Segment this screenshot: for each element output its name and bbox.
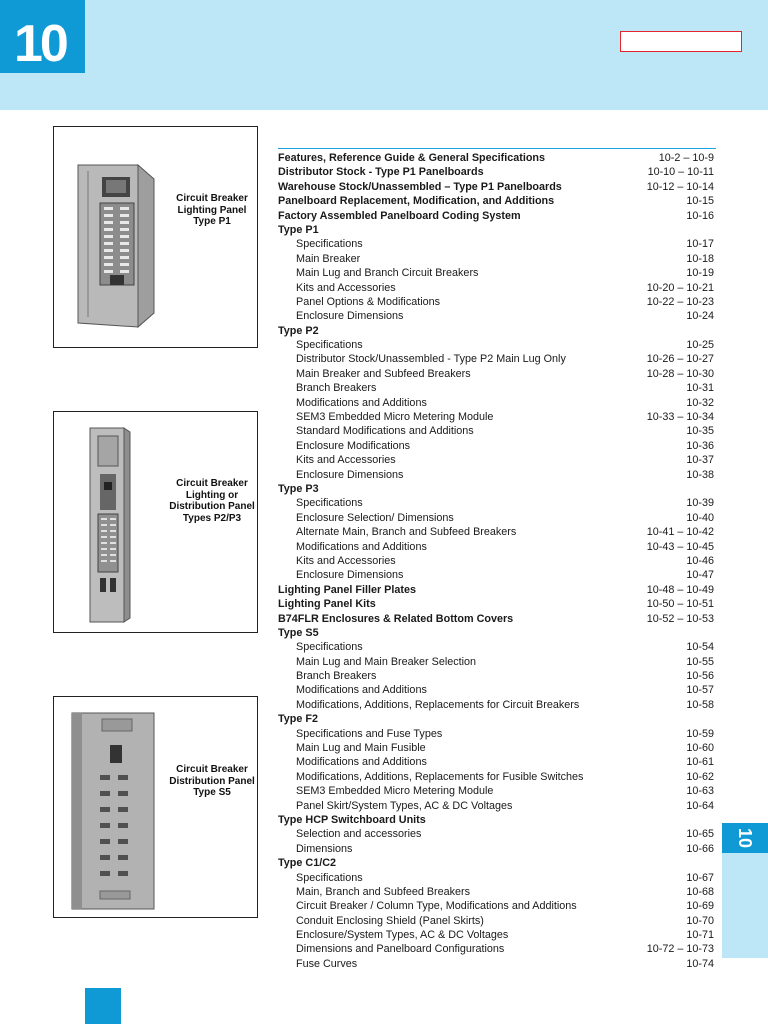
toc-entry-title: Main Lug and Main Fusible bbox=[296, 742, 426, 755]
toc-entry bbox=[278, 712, 716, 726]
toc-entry-pages: 10-69 bbox=[686, 900, 714, 913]
toc-entry-pages: 10-43 – 10-45 bbox=[646, 540, 714, 553]
toc-entry-pages: 10-67 bbox=[686, 871, 714, 884]
toc-entry bbox=[278, 223, 716, 237]
toc-entry-title: Enclosure/System Types, AC & DC Voltages bbox=[296, 929, 509, 942]
toc-entry-title: Dimensions bbox=[296, 842, 353, 855]
toc-entry-title: Enclosure Dimensions bbox=[296, 569, 404, 582]
toc-entry-title: Enclosure Dimensions bbox=[296, 310, 404, 323]
toc-entry-title: Panelboard Replacement, Modification, and Additions bbox=[278, 195, 555, 208]
toc-entry bbox=[278, 640, 716, 654]
toc-entry-pages: 10-32 bbox=[686, 396, 714, 409]
toc-entry bbox=[278, 410, 716, 424]
chapter-side-tab-number: 10 bbox=[735, 827, 755, 849]
toc-entry-pages: 10-62 bbox=[686, 770, 714, 783]
toc-entry bbox=[278, 885, 716, 899]
toc-entry-title: Circuit Breaker / Column Type, Modifications and Additions bbox=[296, 900, 577, 913]
toc-entry-pages: 10-65 bbox=[686, 828, 714, 841]
toc-entry-title: Type HCP Switchboard Units bbox=[278, 813, 426, 826]
toc-entry bbox=[278, 468, 716, 482]
toc-entry-title: Standard Modifications and Additions bbox=[296, 425, 474, 438]
panel-p1-illustration bbox=[54, 127, 257, 347]
toc-entry bbox=[278, 928, 716, 942]
toc-entry bbox=[278, 439, 716, 453]
toc-entry bbox=[278, 957, 716, 971]
toc-entry bbox=[278, 165, 716, 179]
toc-entry bbox=[278, 295, 716, 309]
toc-entry-pages: 10-57 bbox=[686, 684, 714, 697]
toc-entry bbox=[278, 381, 716, 395]
toc-entry-title: Lighting Panel Filler Plates bbox=[278, 583, 416, 596]
toc-entry-pages: 10-10 – 10-11 bbox=[647, 166, 714, 179]
toc-entry bbox=[278, 209, 716, 223]
toc-entry-title: Conduit Enclosing Shield (Panel Skirts) bbox=[296, 914, 484, 927]
toc-entry bbox=[278, 827, 716, 841]
toc-entry-pages: 10-41 – 10-42 bbox=[646, 526, 714, 539]
toc-entry-pages: 10-26 – 10-27 bbox=[646, 353, 714, 366]
toc-entry-pages: 10-71 bbox=[686, 929, 714, 942]
toc-entry-title: Lighting Panel Kits bbox=[278, 598, 376, 611]
toc-entry-title: Branch Breakers bbox=[296, 382, 377, 395]
toc-entry bbox=[278, 151, 716, 165]
toc-entry bbox=[278, 252, 716, 266]
toc-entry-pages: 10-52 – 10-53 bbox=[646, 612, 714, 625]
toc-entry-pages: 10-36 bbox=[686, 439, 714, 452]
toc-entry-pages: 10-66 bbox=[686, 842, 714, 855]
toc-entry-pages: 10-15 bbox=[686, 195, 714, 208]
toc-entry-title: Modifications, Additions, Replacements for Circuit Breakers bbox=[296, 698, 580, 711]
toc-entry bbox=[278, 367, 716, 381]
toc-entry-title: Main Breaker and Subfeed Breakers bbox=[296, 367, 471, 380]
toc-entry-pages: 10-74 bbox=[686, 957, 714, 970]
toc-entry bbox=[278, 453, 716, 467]
toc-entry-pages: 10-56 bbox=[686, 670, 714, 683]
toc-entry-title: Type P3 bbox=[278, 482, 319, 495]
toc-entry-title: Distributor Stock - Type P1 Panelboards bbox=[278, 166, 484, 179]
chapter-number: 10 bbox=[14, 15, 66, 73]
toc-entry bbox=[278, 942, 716, 956]
toc-entry-title: SEM3 Embedded Micro Metering Module bbox=[296, 411, 494, 424]
toc-entry-pages: 10-72 – 10-73 bbox=[646, 943, 714, 956]
chapter-number-box bbox=[0, 0, 85, 73]
toc-entry-title: Panel Skirt/System Types, AC & DC Voltages bbox=[296, 799, 513, 812]
toc-entry bbox=[278, 352, 716, 366]
toc-entry-pages: 10-25 bbox=[686, 339, 714, 352]
toc-entry bbox=[278, 597, 716, 611]
toc-entry-title: Factory Assembled Panelboard Coding System bbox=[278, 209, 521, 222]
toc-entry bbox=[278, 281, 716, 295]
toc-entry-title: Modifications and Additions bbox=[296, 540, 427, 553]
toc-entry-title: Modifications and Additions bbox=[296, 396, 427, 409]
toc-entry-pages: 10-59 bbox=[686, 727, 714, 740]
toc-entry bbox=[278, 755, 716, 769]
toc-entry-pages: 10-64 bbox=[686, 799, 714, 812]
toc-entry bbox=[278, 424, 716, 438]
toc-entry-pages: 10-16 bbox=[686, 209, 714, 222]
toc-entry-title: Specifications and Fuse Types bbox=[296, 727, 443, 740]
toc-entry-title: Fuse Curves bbox=[296, 957, 358, 970]
toc-entry-pages: 10-24 bbox=[686, 310, 714, 323]
toc-entry bbox=[278, 727, 716, 741]
toc-entry-title: Modifications, Additions, Replacements for Fusible Switches bbox=[296, 770, 584, 783]
toc-entry-pages: 10-70 bbox=[686, 914, 714, 927]
toc-entry-title: Features, Reference Guide & General Specifications bbox=[278, 152, 546, 164]
toc-entry-title: Main, Branch and Subfeed Breakers bbox=[296, 885, 471, 898]
toc-entry-pages: 10-46 bbox=[686, 554, 714, 567]
toc-entry bbox=[278, 180, 716, 194]
toc-entry bbox=[278, 266, 716, 280]
toc-entry bbox=[278, 482, 716, 496]
panel-s5-illustration bbox=[54, 697, 257, 917]
toc-entry-title: Dimensions and Panelboard Configurations bbox=[296, 943, 505, 956]
toc-entry-pages: 10-68 bbox=[686, 885, 714, 898]
toc-entry-title: Modifications and Additions bbox=[296, 684, 427, 697]
toc-entry-pages: 10-22 – 10-23 bbox=[646, 295, 714, 308]
toc-entry bbox=[278, 396, 716, 410]
toc-entry-title: Enclosure Dimensions bbox=[296, 468, 404, 481]
toc-entry-pages: 10-37 bbox=[686, 454, 714, 467]
toc-entry bbox=[278, 899, 716, 913]
toc-entry-title: Specifications bbox=[296, 497, 363, 510]
toc-entry-title: Warehouse Stock/Unassembled – Type P1 Panelboards bbox=[278, 180, 562, 193]
toc-entry bbox=[278, 856, 716, 870]
toc-entry-title: Kits and Accessories bbox=[296, 281, 396, 294]
toc-entry-title: Type P2 bbox=[278, 324, 319, 337]
toc-entry bbox=[278, 237, 716, 251]
toc-entry-title: Modifications and Additions bbox=[296, 756, 427, 769]
toc-entry-pages: 10-2 – 10-9 bbox=[658, 152, 714, 164]
toc-entry-title: Specifications bbox=[296, 641, 363, 654]
toc-entry-pages: 10-19 bbox=[686, 267, 714, 280]
toc-entry-title: Type C1/C2 bbox=[278, 857, 337, 870]
toc-entry-pages: 10-38 bbox=[686, 468, 714, 481]
toc-entry bbox=[278, 554, 716, 568]
toc-entry-pages: 10-54 bbox=[686, 641, 714, 654]
toc-entry-title: Main Breaker bbox=[296, 252, 361, 265]
toc-entry-pages: 10-63 bbox=[686, 785, 714, 798]
panel-caption-p2-p3: Circuit Breaker Lighting or Distribution Panel Types P2/P3 bbox=[169, 478, 255, 524]
toc-entry-title: Kits and Accessories bbox=[296, 554, 396, 567]
toc-entry-title: Alternate Main, Branch and Subfeed Breakers bbox=[296, 526, 517, 539]
panel-image-frame-p1 bbox=[53, 126, 258, 348]
toc-entry bbox=[278, 583, 716, 597]
toc-entry-pages: 10-20 – 10-21 bbox=[646, 281, 714, 294]
toc-entry-pages: 10-58 bbox=[686, 698, 714, 711]
toc-entry bbox=[278, 338, 716, 352]
toc-entry-title: Type P1 bbox=[278, 223, 319, 236]
toc-entry-pages: 10-50 – 10-51 bbox=[646, 598, 714, 611]
toc-entry-pages: 10-33 – 10-34 bbox=[646, 411, 714, 424]
panel-image-frame-s5 bbox=[53, 696, 258, 918]
header-band bbox=[0, 0, 768, 110]
toc-entry-title: Panel Options & Modifications bbox=[296, 295, 441, 308]
table-of-contents bbox=[278, 148, 716, 971]
panel-caption-s5: Circuit Breaker Distribution Panel Type S5 bbox=[169, 764, 255, 799]
toc-entry-pages: 10-12 – 10-14 bbox=[646, 180, 714, 193]
toc-entry-title: Enclosure Modifications bbox=[296, 439, 411, 452]
toc-entry-title: SEM3 Embedded Micro Metering Module bbox=[296, 785, 494, 798]
toc-entry bbox=[278, 309, 716, 323]
toc-entry-pages: 10-40 bbox=[686, 511, 714, 524]
toc-entry bbox=[278, 324, 716, 338]
toc-entry bbox=[278, 540, 716, 554]
toc-entry-title: Main Lug and Branch Circuit Breakers bbox=[296, 267, 479, 280]
toc-entry-pages: 10-55 bbox=[686, 655, 714, 668]
toc-entry-pages: 10-17 bbox=[686, 238, 714, 251]
toc-entry bbox=[278, 871, 716, 885]
toc-entry-title: Distributor Stock/Unassembled - Type P2 Main Lug Only bbox=[296, 353, 566, 366]
toc-entry bbox=[278, 568, 716, 582]
toc-entry-title: Type S5 bbox=[278, 626, 319, 639]
page-corner-marker bbox=[85, 988, 121, 1024]
toc-entry-title: Main Lug and Main Breaker Selection bbox=[296, 655, 477, 668]
toc-entry-title: Specifications bbox=[296, 238, 363, 251]
toc-entry-pages: 10-48 – 10-49 bbox=[646, 583, 714, 596]
toc-entry-pages: 10-31 bbox=[686, 382, 714, 395]
toc-entry bbox=[278, 612, 716, 626]
toc-entry-pages: 10-60 bbox=[686, 742, 714, 755]
toc-entry-title: Specifications bbox=[296, 871, 363, 884]
toc-entry-pages: 10-35 bbox=[686, 425, 714, 438]
toc-entry-pages: 10-28 – 10-30 bbox=[646, 367, 714, 380]
toc-entry-title: Selection and accessories bbox=[296, 828, 422, 841]
toc-entry bbox=[278, 496, 716, 510]
toc-entry bbox=[278, 741, 716, 755]
toc-entry-title: Kits and Accessories bbox=[296, 454, 396, 467]
header-label-box bbox=[620, 31, 742, 52]
panel-caption-p1: Circuit Breaker Lighting Panel Type P1 bbox=[176, 193, 248, 228]
toc-entry bbox=[278, 842, 716, 856]
toc-entry-title: Specifications bbox=[296, 339, 363, 352]
toc-entry bbox=[278, 799, 716, 813]
toc-entry bbox=[278, 683, 716, 697]
toc-entry bbox=[278, 784, 716, 798]
toc-entry-title: Branch Breakers bbox=[296, 670, 377, 683]
toc-entry-pages: 10-61 bbox=[686, 756, 714, 769]
toc-entry bbox=[278, 511, 716, 525]
toc-entry-pages: 10-47 bbox=[686, 569, 714, 582]
toc-entry bbox=[278, 655, 716, 669]
toc-entry bbox=[278, 770, 716, 784]
toc-entry-title: B74FLR Enclosures & Related Bottom Covers bbox=[278, 612, 514, 625]
toc-entry bbox=[278, 813, 716, 827]
toc-entry bbox=[278, 914, 716, 928]
toc-entry-pages: 10-39 bbox=[686, 497, 714, 510]
toc-entry bbox=[278, 698, 716, 712]
toc-entry-title: Enclosure Selection/ Dimensions bbox=[296, 511, 454, 524]
toc-entry bbox=[278, 669, 716, 683]
toc-entry-title: Type F2 bbox=[278, 713, 318, 726]
toc-entry bbox=[278, 626, 716, 640]
toc-entry-pages: 10-18 bbox=[686, 252, 714, 265]
toc-entry bbox=[278, 525, 716, 539]
toc-entry bbox=[278, 194, 716, 208]
